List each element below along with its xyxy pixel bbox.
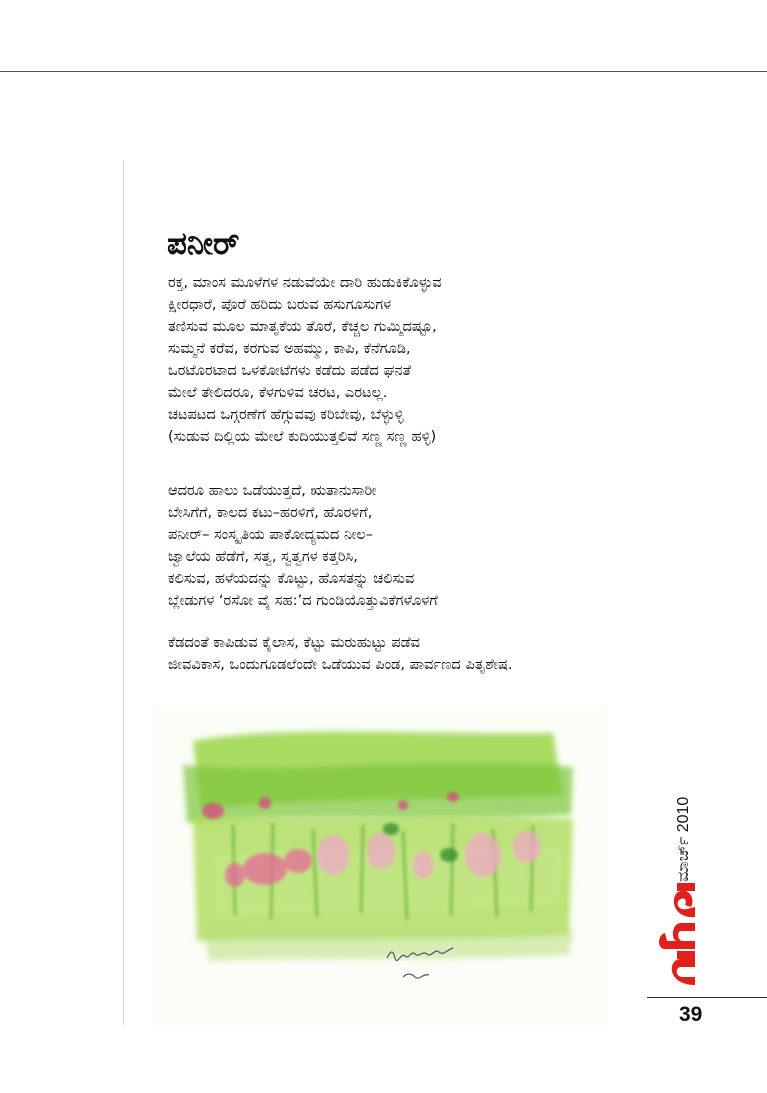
watercolor-illustration — [153, 705, 607, 1025]
poem-line: ಒರಟೊರಟಾದ ಒಳಕೋಟೆಗಳು ಕಡೆದು ಪಡೆದ ಘನತೆ — [168, 362, 411, 379]
top-divider — [0, 71, 767, 72]
poem-line: ಕಲಿಸುವ, ಹಳೆಯದನ್ನು ಕೊಟ್ಟು, ಹೊಸತನ್ನು ಚಲಿಸುವ — [168, 570, 415, 587]
poem-line: ಮೇಲೆ ತೇಲಿದರೂ, ಕೆಳಗುಳಿವ ಚರಟ, ಎರಟಲ್ಲ. — [168, 384, 388, 401]
poem-line: ಬ್ಲೇಡುಗಳ ‘ರಸೋ ವೈ ಸಹ:’ದ ಗುಂಡಿಯೊತ್ತುವಿಕೆಗಳೊಳಗೆ — [168, 592, 438, 609]
poem-line: ಚಟಪಟದ ಒಗ್ಗರಣೆಗೆ ಹೆಗ್ಗುವವು ಕರಿಬೇವು, ಬೆಳ್ಳುಳ್ಳಿ — [168, 406, 404, 423]
poem-line: ಪನೀರ್– ಸಂಸ್ಕೃತಿಯ ಪಾಕೋದ್ಯಮದ ನೀಲ– — [168, 526, 374, 543]
poem-line: ತಣಿಸುವ ಮೂಲ ಮಾತೃಕೆಯ ತೊರೆ, ಕೆಚ್ಚಲ ಗುಮ್ಮಿದಷ್ಟೂ, — [168, 318, 437, 335]
page-number: 39 — [679, 1003, 703, 1026]
poem-line: ಬೇಸಿಗೆಗೆ, ಕಾಲದ ಕಟು–ಹರಳಿಗೆ, ಹೊರಳಿಗೆ, — [168, 504, 373, 521]
poem-line: ಜೀವವಿಕಾಸ, ಒಂದುಗೂಡಲೆಂದೇ ಒಡೆಯುವ ಪಿಂಡ, ಪಾರ್ವಣದ ಪಿತೃಶೇಷ. — [168, 656, 513, 673]
poem-line: (ಸುಡುವ ದಿಲ್ಲಿಯ ಮೇಲೆ ಕುದಿಯುತ್ತಲಿವೆ ಸಣ್ಣ ಸಣ್ಣ ಹಳ್ಳಿ) — [168, 428, 437, 445]
watercolor-painting-svg — [153, 705, 607, 1025]
poem-line: ಕ್ಷೀರಧಾರೆ, ಪೊರೆ ಹರಿದು ಬರುವ ಹಸುಗೂಸುಗಳ — [168, 296, 392, 313]
poem-line: ಸುಮ್ಮನೆ ಕರೆವ, ಕರಗುವ ಅಹಮ್ಮು, ಕಾಪಿ, ಕೆನೆಗೂಡಿ, — [168, 340, 411, 357]
poem-line: ರಕ್ತ, ಮಾಂಸ ಮೂಳೆಗಳ ನಡುವೆಯೇ ದಾರಿ ಹುಡುಕಿಕೊಳ್ಳುವ — [168, 274, 442, 291]
margin-divider — [123, 160, 124, 1025]
stanza-2 — [168, 480, 438, 612]
masthead — [647, 877, 767, 989]
footer-divider — [647, 997, 767, 998]
poem-line: ಕೆಡದಂತೆ ಕಾಪಿಡುವ ಕೈಲಾಸ, ಕೆಟ್ಟು ಮರುಹುಟ್ಟು ಪಡೆವ — [168, 634, 421, 651]
stanza-1 — [168, 272, 442, 448]
issue-date: ಮಾರ್ಚ್ 2010 — [675, 796, 692, 882]
magazine-logo — [647, 877, 707, 989]
poem-title: ಪನೀರ್ — [167, 226, 240, 262]
poem-line: ಆದರೂ ಹಾಲು ಒಡೆಯುತ್ತದೆ, ಋತಾನುಸಾರೀ — [168, 482, 377, 499]
poem-line: ಜ್ವಾಲೆಯ ಹೆಡೆಗೆ, ಸತ್ವ, ಸ್ವತ್ವಗಳ ಕತ್ತರಿಸಿ, — [168, 548, 358, 565]
stanza-3 — [168, 632, 513, 676]
magazine-logo-art — [647, 877, 707, 989]
